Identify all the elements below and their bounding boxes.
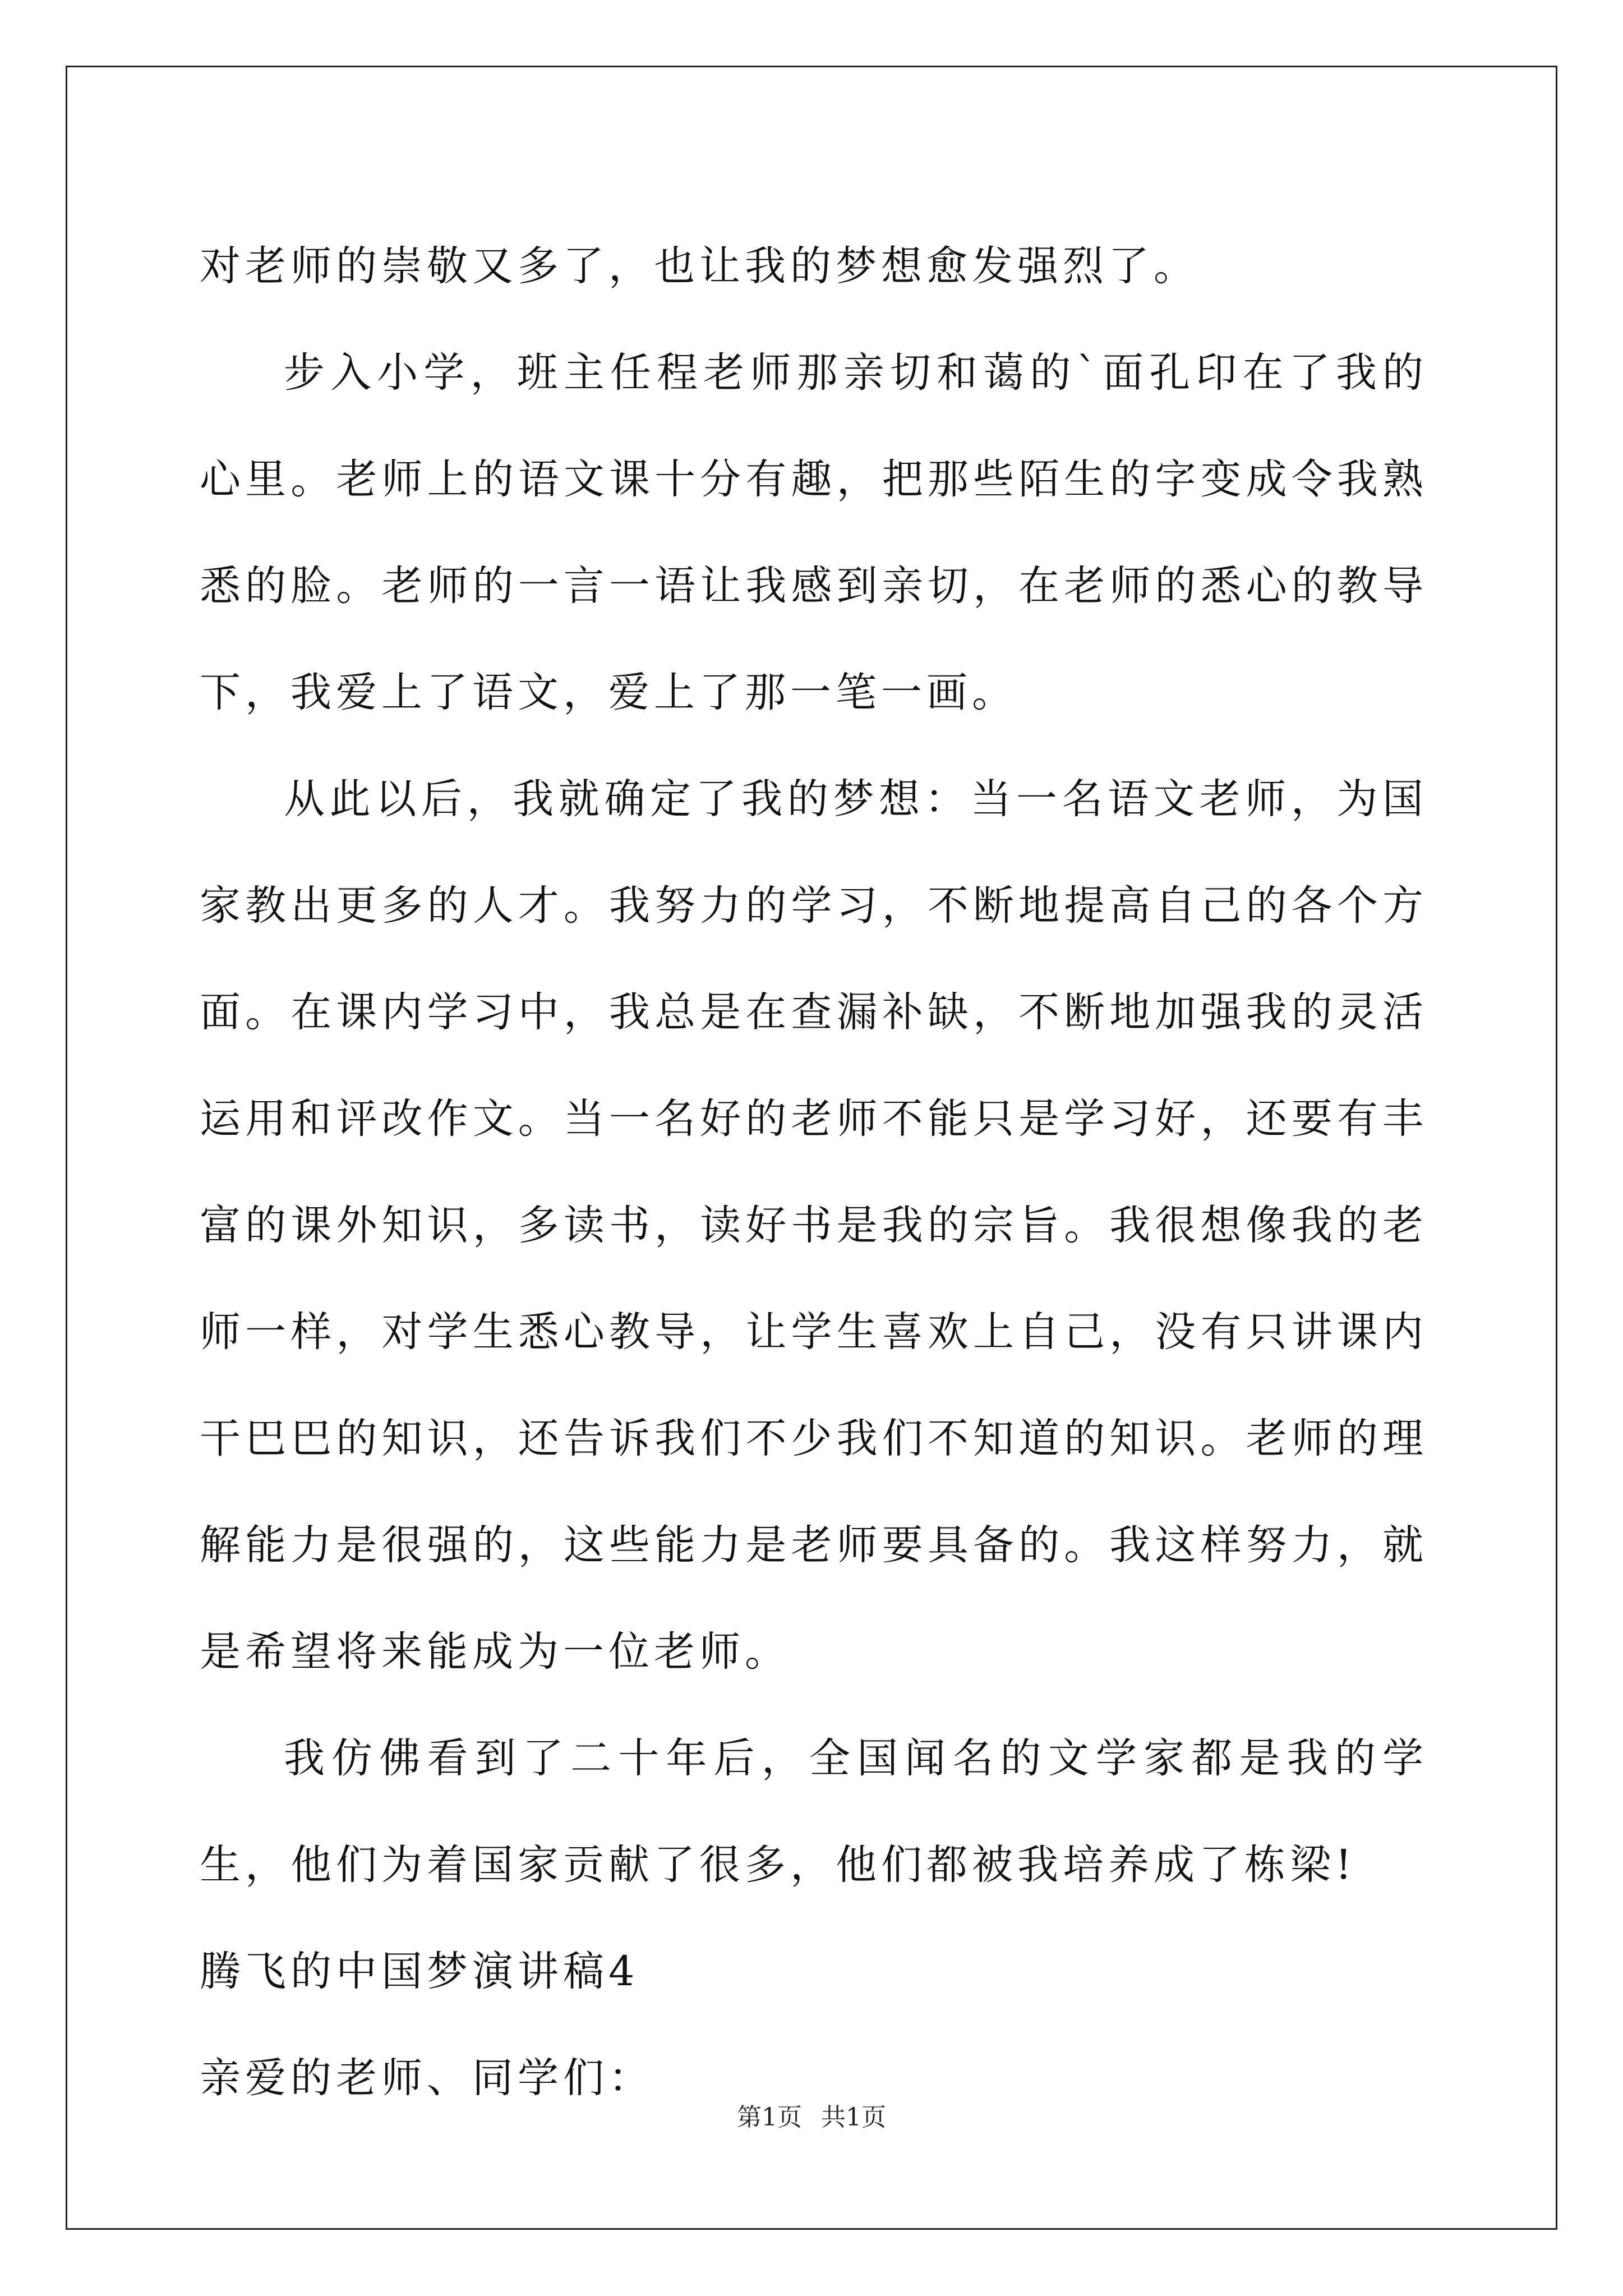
paragraph-continuation: 对老师的崇敬又多了，也让我的梦想愈发强烈了。: [200, 242, 1199, 290]
speech-title: 腾飞的中国梦演讲稿4: [200, 1948, 639, 1995]
page-footer: [0, 2101, 1623, 2134]
page-number-total: 共1页: [821, 2103, 886, 2132]
paragraph-primary-school: 步入小学，班主任程老师那亲切和蔼的`面孔印在了我的心里。老师上的语文课十分有趣，把那些陌生的字变成令我熟悉的脸。老师的一言一语让我感到亲切，在老师的悉心的教导下，我爱上了语文，爱上了那一笔一画。: [200, 349, 1428, 716]
speech-salutation: 亲爱的老师、同学们：: [200, 2054, 654, 2102]
page-number-current: 第1页: [737, 2103, 802, 2132]
document-body: [200, 213, 1428, 2132]
paragraph-future-vision: 我仿佛看到了二十年后，全国闻名的文学家都是我的学生，他们为着国家贡献了很多，他们都被我培养成了栋梁!: [200, 1734, 1428, 1889]
paragraph-dream-decided: 从此以后，我就确定了我的梦想：当一名语文老师，为国家教出更多的人才。我努力的学习，不断地提高自己的各个方面。在课内学习中，我总是在查漏补缺，不断地加强我的灵活运用和评改作文。当一名好的老师不能只是学习好，还要有丰富的课外知识，多读书，读好书是我的宗旨。我很想像我的老师一样，对学生悉心教导，让学生喜欢上自己，没有只讲课内干巴巴的知识，还告诉我们不少我们不知道的知识。老师的理解能力是很强的，这些能力是老师要具备的。我这样努力，就是希望将来能成为一位老师。: [200, 775, 1428, 1676]
